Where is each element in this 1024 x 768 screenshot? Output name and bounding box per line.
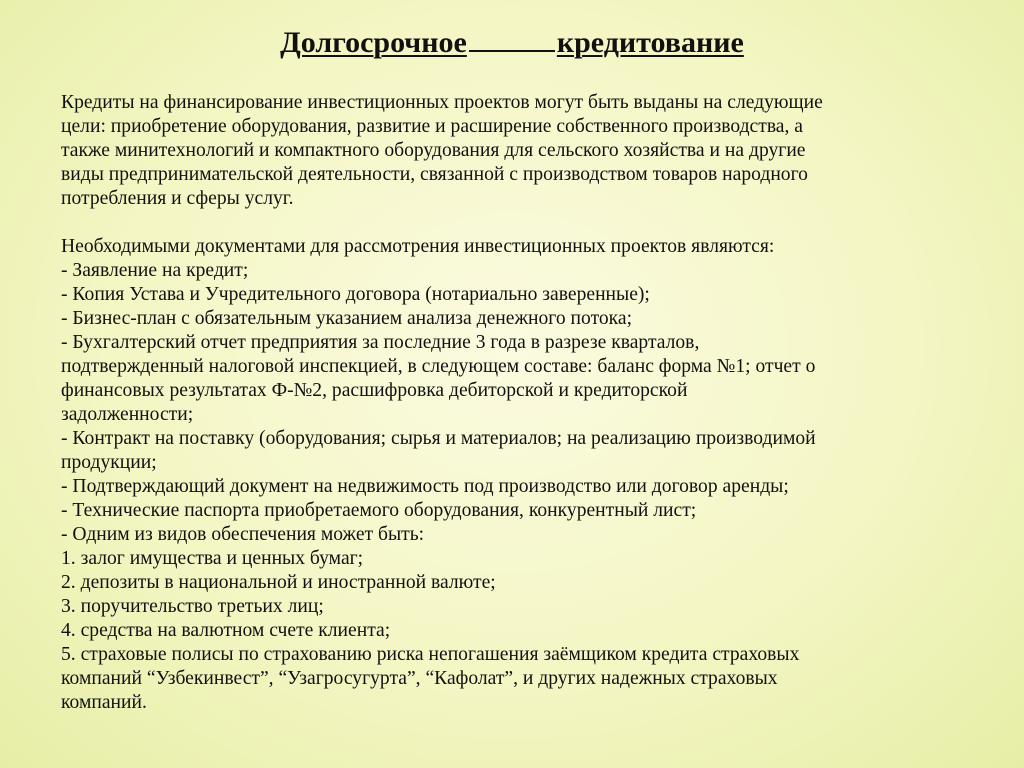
collateral-item: 3. поручительство третьих лиц; (61, 596, 324, 617)
collateral-item: компаний. (61, 692, 147, 713)
collateral-item: 5. страховые полисы по страхованию риска непогашения заёмщиком кредита страховых (61, 644, 800, 665)
intro-line: потребления и сферы услуг. (61, 188, 294, 209)
intro-line: цели: приобретение оборудования, развитие и расширение собственного производства, а (61, 116, 803, 137)
collateral-item: 2. депозиты в национальной и иностранной валюте; (61, 572, 496, 593)
paragraph-spacer (61, 211, 1011, 235)
documents-heading: Необходимыми документами для рассмотрения инвестиционных проектов являются: (61, 236, 775, 257)
title-word-2: кредитование (556, 26, 744, 59)
document-item: - Бизнес-план с обязательным указанием анализа денежного потока; (61, 308, 633, 329)
document-item: - Бухгалтерский отчет предприятия за последние 3 года в разрезе кварталов, (61, 332, 700, 353)
document-item: - Заявление на кредит; (61, 260, 249, 281)
document-item: финансовых результатах Ф-№2, расшифровка дебиторской и кредиторской (61, 380, 688, 401)
intro-line: виды предпринимательской деятельности, связанной с производством товаров народного (61, 164, 808, 185)
document-item: - Контракт на поставку (оборудования; сырья и материалов; на реализацию производимой (61, 428, 816, 449)
document-item: - Подтверждающий документ на недвижимость под производство или договор аренды; (61, 476, 789, 497)
slide-body (61, 91, 1011, 715)
document-item: продукции; (61, 452, 157, 473)
intro-paragraph (61, 91, 1011, 211)
collateral-item: компаний “Узбекинвест”, “Узагросугурта”, “Кафолат”, и других надежных страховых (61, 668, 778, 689)
slide-title (0, 20, 1024, 63)
document-item: - Одним из видов обеспечения может быть: (61, 524, 425, 545)
intro-line: Кредиты на финансирование инвестиционных проектов могут быть выданы на следующие (61, 92, 823, 113)
title-underline-gap (469, 20, 555, 52)
documents-list (61, 235, 1011, 715)
collateral-item: 4. средства на валютном счете клиента; (61, 620, 391, 641)
title-word-1: Долгосрочное (280, 26, 467, 59)
document-item: подтвержденный налоговой инспекцией, в следующем составе: баланс форма №1; отчет о (61, 356, 816, 377)
document-item: задолженности; (61, 404, 194, 425)
collateral-item: 1. залог имущества и ценных бумаг; (61, 548, 364, 569)
document-item: - Технические паспорта приобретаемого оборудования, конкурентный лист; (61, 500, 697, 521)
document-item: - Копия Устава и Учредительного договора (нотариально заверенные); (61, 284, 650, 305)
intro-line: также минитехнологий и компактного оборудования для сельского хозяйства и на другие (61, 140, 806, 161)
